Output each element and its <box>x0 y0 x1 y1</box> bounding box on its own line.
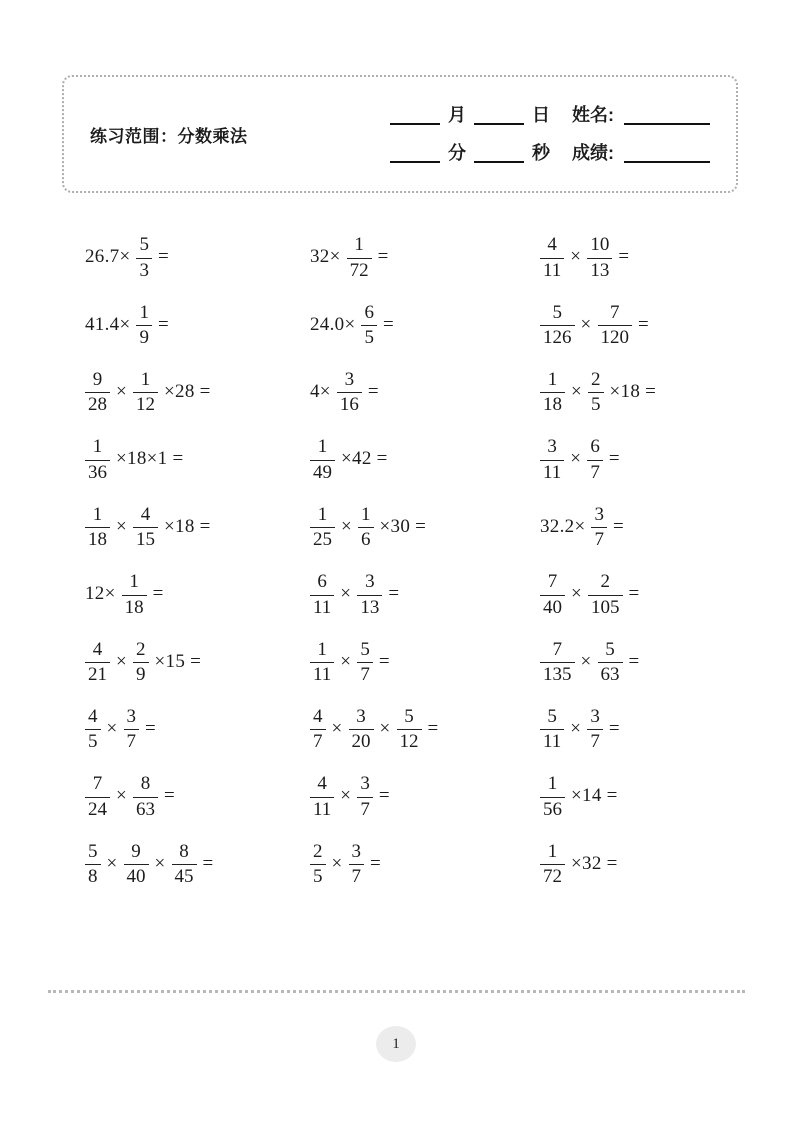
denominator: 11 <box>313 798 332 820</box>
math-problem <box>540 706 750 753</box>
math-text: × <box>571 380 583 402</box>
day-blank <box>474 105 524 125</box>
fraction <box>133 773 158 820</box>
math-text: × <box>116 380 128 402</box>
denominator: 36 <box>88 461 107 483</box>
math-problem <box>310 639 540 686</box>
denominator: 5 <box>313 866 323 888</box>
fraction <box>136 302 152 349</box>
math-text: ×42 = <box>341 448 388 470</box>
fraction <box>122 571 147 618</box>
denominator: 20 <box>351 731 371 753</box>
fraction <box>357 639 373 686</box>
numerator: 1 <box>540 369 565 394</box>
math-text: × <box>331 852 343 874</box>
numerator: 3 <box>337 369 362 394</box>
math-problem <box>85 706 310 753</box>
denominator: 5 <box>364 327 374 349</box>
math-text: × <box>116 785 128 807</box>
fraction <box>591 504 607 551</box>
numerator: 4 <box>540 234 564 259</box>
numerator: 5 <box>85 841 101 866</box>
numerator: 5 <box>136 234 152 259</box>
numerator: 1 <box>347 234 372 259</box>
fraction <box>357 571 382 618</box>
math-problem <box>540 302 750 349</box>
denominator: 40 <box>543 596 562 618</box>
problems-grid <box>85 224 750 898</box>
numerator: 7 <box>598 302 633 327</box>
fraction <box>310 706 326 753</box>
numerator: 4 <box>310 773 334 798</box>
score-label: 成绩: <box>572 143 614 163</box>
math-problem <box>540 571 750 618</box>
fraction <box>598 302 633 349</box>
math-text: × <box>570 246 582 268</box>
denominator: 120 <box>600 327 630 349</box>
numerator: 1 <box>310 436 335 461</box>
denominator: 18 <box>543 394 562 416</box>
fraction <box>124 841 149 888</box>
fraction <box>133 369 158 416</box>
math-problem <box>85 773 310 820</box>
math-problem <box>310 234 540 281</box>
fraction <box>540 639 575 686</box>
numerator: 6 <box>361 302 377 327</box>
math-text: ×18 = <box>609 380 657 402</box>
numerator: 4 <box>133 504 158 529</box>
numerator: 3 <box>349 706 374 731</box>
fraction <box>540 369 565 416</box>
denominator: 63 <box>136 798 156 820</box>
math-problem <box>85 841 310 888</box>
math-text: ×32 = <box>571 852 618 874</box>
denominator: 56 <box>543 798 562 820</box>
fraction <box>133 639 149 686</box>
numerator: 3 <box>357 773 373 798</box>
denominator: 11 <box>543 461 562 483</box>
fraction <box>310 639 334 686</box>
numerator: 2 <box>588 369 604 394</box>
math-text: × <box>580 650 592 672</box>
fraction <box>85 841 101 888</box>
math-problem <box>310 369 540 416</box>
denominator: 11 <box>313 664 332 686</box>
denominator: 126 <box>543 327 572 349</box>
fraction <box>310 436 335 483</box>
month-label: 月 <box>448 105 466 125</box>
math-text: × <box>106 852 118 874</box>
math-text: × <box>116 650 128 672</box>
fraction <box>172 841 197 888</box>
denominator: 7 <box>360 798 370 820</box>
numerator: 1 <box>85 504 110 529</box>
numerator: 7 <box>540 571 565 596</box>
numerator: 1 <box>136 302 152 327</box>
math-problem <box>310 841 540 888</box>
numerator: 1 <box>540 773 565 798</box>
fraction <box>358 504 374 551</box>
denominator: 13 <box>360 596 380 618</box>
numerator: 5 <box>598 639 623 664</box>
fraction <box>310 571 334 618</box>
denominator: 40 <box>126 866 146 888</box>
math-text: 41.4× <box>85 313 131 335</box>
math-text: 4× <box>310 380 331 402</box>
fraction <box>85 639 110 686</box>
math-problem <box>310 302 540 349</box>
denominator: 8 <box>88 866 98 888</box>
denominator: 5 <box>88 731 98 753</box>
denominator: 7 <box>590 731 600 753</box>
numerator: 1 <box>310 639 334 664</box>
math-text: = <box>377 246 389 268</box>
denominator: 9 <box>139 327 149 349</box>
numerator: 3 <box>591 504 607 529</box>
math-text: = <box>618 246 630 268</box>
fraction <box>347 234 372 281</box>
numerator: 6 <box>587 436 603 461</box>
denominator: 11 <box>543 259 562 281</box>
math-text: × <box>154 852 166 874</box>
denominator: 21 <box>88 664 107 686</box>
numerator: 4 <box>85 639 110 664</box>
fraction <box>588 369 604 416</box>
fraction <box>587 706 603 753</box>
numerator: 3 <box>540 436 564 461</box>
math-text: = <box>164 785 176 807</box>
fraction <box>349 841 365 888</box>
math-text: = <box>388 583 400 604</box>
fraction <box>587 436 603 483</box>
denominator: 7 <box>594 529 604 551</box>
math-text: ×28 = <box>164 380 211 402</box>
math-problem <box>85 369 310 416</box>
math-text: × <box>340 650 352 672</box>
denominator: 7 <box>313 731 323 753</box>
math-problem <box>540 369 750 416</box>
denominator: 15 <box>136 529 156 551</box>
math-problem <box>540 639 750 686</box>
math-problem <box>85 302 310 349</box>
denominator: 13 <box>590 259 610 281</box>
fraction <box>587 234 612 281</box>
denominator: 9 <box>136 664 146 686</box>
fraction <box>85 706 101 753</box>
header-fields <box>390 105 710 163</box>
numerator: 4 <box>310 706 326 731</box>
fraction <box>540 706 564 753</box>
math-problem <box>85 234 310 281</box>
name-label: 姓名: <box>572 105 614 125</box>
math-text: × <box>341 515 353 537</box>
math-problem <box>85 639 310 686</box>
math-text: × <box>580 313 592 335</box>
numerator: 4 <box>85 706 101 731</box>
fraction <box>136 234 152 281</box>
denominator: 49 <box>313 461 332 483</box>
fraction <box>85 504 110 551</box>
math-text: × <box>570 448 582 470</box>
denominator: 7 <box>590 461 600 483</box>
denominator: 7 <box>351 866 362 888</box>
fraction <box>540 234 564 281</box>
fraction <box>598 639 623 686</box>
worksheet-header <box>62 75 738 193</box>
fraction <box>540 841 565 888</box>
numerator: 5 <box>397 706 422 731</box>
fraction <box>540 302 575 349</box>
math-problem <box>85 504 310 551</box>
numerator: 2 <box>133 639 149 664</box>
numerator: 3 <box>587 706 603 731</box>
math-problem <box>310 773 540 820</box>
numerator: 1 <box>122 571 147 596</box>
numerator: 5 <box>357 639 373 664</box>
fraction <box>310 504 335 551</box>
math-text: 24.0× <box>310 313 356 335</box>
math-text: × <box>331 717 343 739</box>
denominator: 11 <box>313 596 332 618</box>
fraction <box>337 369 362 416</box>
math-text: = <box>628 650 640 672</box>
denominator: 7 <box>360 664 370 686</box>
date-name-line <box>390 105 710 125</box>
bottom-dotted-divider <box>48 990 745 993</box>
denominator: 24 <box>88 798 107 820</box>
page-number-badge <box>376 1026 416 1062</box>
name-blank <box>624 105 710 125</box>
math-text: = <box>370 852 382 874</box>
denominator: 63 <box>600 664 620 686</box>
math-text: × <box>571 583 583 604</box>
math-problem <box>540 504 750 551</box>
math-text: × <box>116 515 128 537</box>
math-text: 12× <box>85 583 116 604</box>
fraction <box>361 302 377 349</box>
fraction <box>349 706 374 753</box>
page-number: 1 <box>392 1035 400 1052</box>
denominator: 72 <box>349 259 369 281</box>
fraction <box>85 773 110 820</box>
numerator: 3 <box>349 841 365 866</box>
numerator: 9 <box>124 841 149 866</box>
math-problem <box>310 436 540 483</box>
numerator: 1 <box>540 841 565 866</box>
denominator: 72 <box>543 866 562 888</box>
math-text: = <box>612 515 624 537</box>
math-text: × <box>379 717 391 739</box>
numerator: 3 <box>357 571 382 596</box>
numerator: 2 <box>588 571 623 596</box>
math-text: = <box>157 246 169 268</box>
fraction <box>124 706 140 753</box>
math-text: × <box>340 785 352 807</box>
numerator: 5 <box>540 302 575 327</box>
denominator: 135 <box>543 664 572 686</box>
numerator: 7 <box>85 773 110 798</box>
score-blank <box>624 143 710 163</box>
math-text: × <box>570 717 582 739</box>
fraction <box>397 706 422 753</box>
numerator: 1 <box>310 504 335 529</box>
numerator: 1 <box>133 369 158 394</box>
fraction <box>588 571 623 618</box>
fraction <box>357 773 373 820</box>
math-problem <box>540 234 750 281</box>
math-text: = <box>608 717 620 739</box>
denominator: 28 <box>88 394 107 416</box>
math-text: 26.7× <box>85 246 131 268</box>
numerator: 6 <box>310 571 334 596</box>
minute-blank <box>390 143 440 163</box>
denominator: 18 <box>124 596 144 618</box>
denominator: 18 <box>88 529 107 551</box>
numerator: 10 <box>587 234 612 259</box>
fraction <box>85 436 110 483</box>
math-text: = <box>157 313 169 335</box>
denominator: 6 <box>361 529 371 551</box>
denominator: 105 <box>591 596 620 618</box>
math-text: = <box>378 650 390 672</box>
fraction <box>540 773 565 820</box>
denominator: 12 <box>136 394 156 416</box>
numerator: 2 <box>310 841 326 866</box>
math-text: = <box>378 785 390 807</box>
denominator: 45 <box>174 866 194 888</box>
math-text: = <box>367 380 379 402</box>
math-text: ×30 = <box>379 515 427 537</box>
numerator: 1 <box>85 436 110 461</box>
practice-scope-label: 练习范围：分数乘法 <box>90 126 248 146</box>
math-text: = <box>202 852 214 874</box>
numerator: 8 <box>172 841 197 866</box>
denominator: 7 <box>126 731 137 753</box>
math-text: 32× <box>310 246 341 268</box>
denominator: 16 <box>339 394 359 416</box>
math-problem <box>310 571 540 618</box>
minute-label: 分 <box>448 143 466 163</box>
math-problem <box>540 436 750 483</box>
math-text: = <box>145 717 157 739</box>
math-problem <box>85 571 310 618</box>
second-blank <box>474 143 524 163</box>
numerator: 5 <box>540 706 564 731</box>
fraction <box>310 841 326 888</box>
math-text: = <box>608 448 620 470</box>
fraction <box>310 773 334 820</box>
math-text: 32.2× <box>540 515 586 537</box>
time-score-line <box>390 143 710 163</box>
math-text: = <box>638 313 650 335</box>
denominator: 12 <box>399 731 419 753</box>
math-text: × <box>106 717 118 739</box>
numerator: 7 <box>540 639 575 664</box>
math-problem <box>85 436 310 483</box>
second-label: 秒 <box>532 143 550 163</box>
day-label: 日 <box>532 105 550 125</box>
math-problem <box>540 773 750 820</box>
math-problem <box>310 504 540 551</box>
numerator: 1 <box>358 504 374 529</box>
math-text: ×14 = <box>571 785 618 807</box>
math-text: = <box>628 583 640 604</box>
fraction <box>540 571 565 618</box>
denominator: 5 <box>591 394 601 416</box>
month-blank <box>390 105 440 125</box>
math-text: ×18×1 = <box>116 448 184 470</box>
math-problem <box>310 706 540 753</box>
denominator: 11 <box>543 731 562 753</box>
numerator: 8 <box>133 773 158 798</box>
numerator: 9 <box>85 369 110 394</box>
fraction <box>540 436 564 483</box>
math-text: ×18 = <box>164 515 211 537</box>
math-problem <box>540 841 750 888</box>
math-text: = <box>382 313 394 335</box>
denominator: 25 <box>313 529 332 551</box>
math-text: × <box>340 583 352 604</box>
math-text: = <box>427 717 439 739</box>
fraction <box>133 504 158 551</box>
fraction <box>85 369 110 416</box>
math-text: = <box>152 583 164 604</box>
numerator: 3 <box>124 706 140 731</box>
denominator: 3 <box>139 259 149 281</box>
math-text: ×15 = <box>154 650 202 672</box>
